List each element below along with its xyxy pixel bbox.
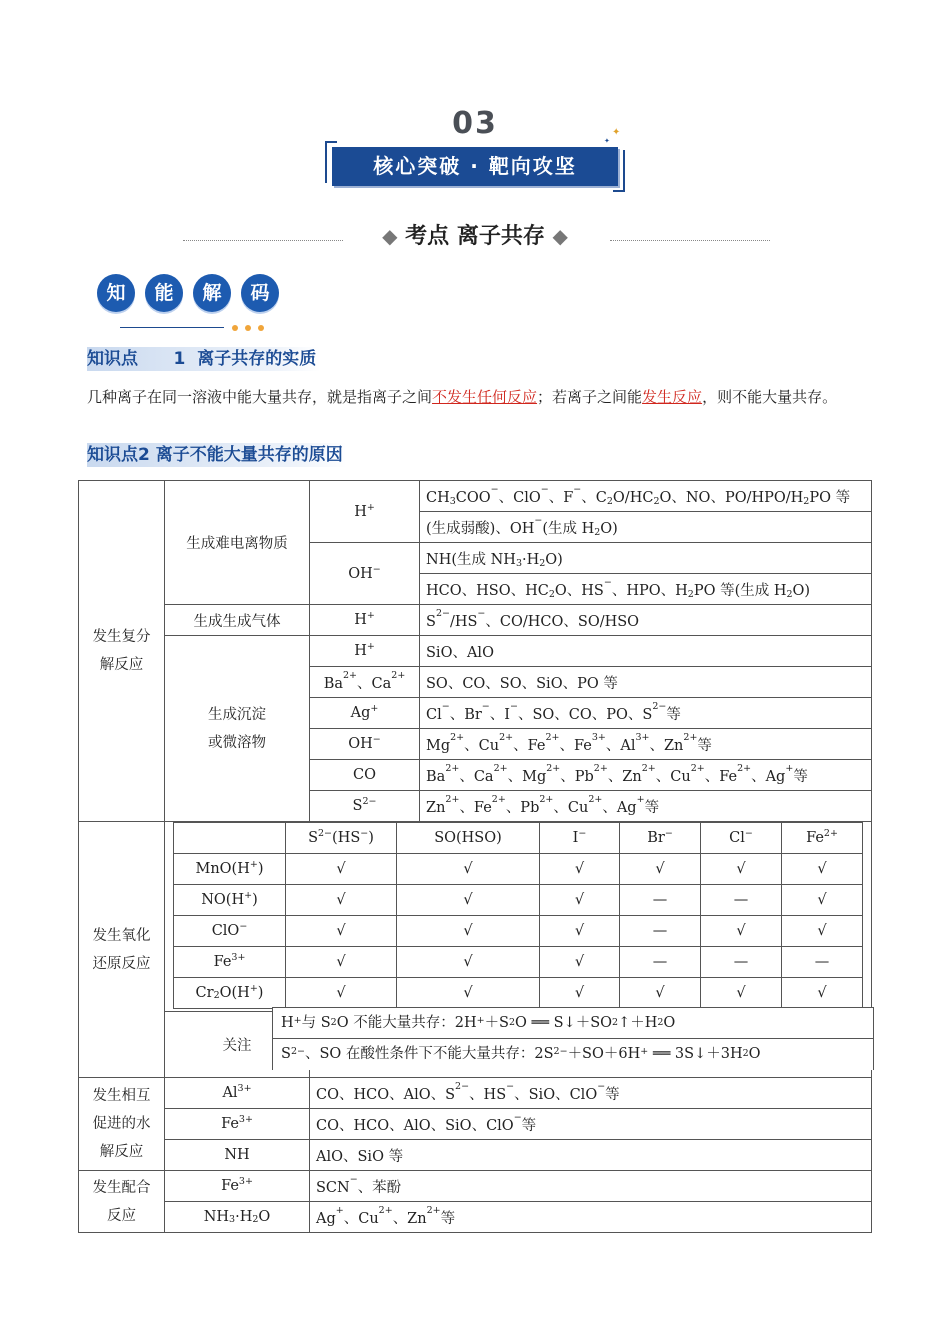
matrix-header: $S^{2-}(HS^-)$ — [286, 823, 397, 854]
ion-list-cell: CH3COO−、ClO−、F−、C2O/HC2O、NO、PO/HPO/H2PO 等 — [420, 481, 872, 512]
redox-matrix: $S^{2-}(HS^-)$ SO(HSO) I− Br− Cl− $Fe^{2+}$ MnO(H+) √ √ √ √ √ √ NO(H+) √ √ √ — — √ ClO− √ √ √ — √ √ $Fe^{3+}$ √ √ √ — — — Cr2O(H+) √ √ √ √ √ √ — [173, 822, 863, 1009]
ion-cell: OH− — [310, 543, 420, 605]
group-label: 发生相互促进的水解反应 — [79, 1078, 165, 1171]
sub-group-label: 生成难电离物质 — [165, 481, 310, 605]
ion-list-cell: $Ba^{2+}$、$Ca^{2+}$、$Mg^{2+}$、$Pb^{2+}$、$Zn^{2+}$、$Cu^{2+}$、$Fe^{2+}$、Ag+等 — [420, 760, 872, 791]
ion-cell: $Ba^{2+}$、$Ca^{2+}$ — [310, 667, 420, 698]
sparkle-icon: ✦ — [612, 127, 621, 138]
ion-list-cell: SiO、AlO — [420, 636, 872, 667]
ion-list-cell: SO、CO、SO、SiO、PO 等 — [420, 667, 872, 698]
ion-cell: $Fe^{3+}$ — [165, 1109, 310, 1140]
section-banner: 核心突破 · 靶向攻坚 — [332, 147, 618, 186]
note-line-2: $S^{2-}$、SO 在酸性条件下不能大量共存：$2S^{2-}+SO+6H^+$ ══ 3S↓＋3H2O — [281, 1046, 761, 1062]
red-underline-text: 不发生任何反应 — [432, 388, 538, 406]
section-heading-1: 知识点 1 离子共存的实质 — [87, 347, 320, 371]
matrix-row-label: Cr2O(H+) — [174, 978, 286, 1009]
badge-ma: 码 — [241, 274, 279, 312]
matrix-header: Cl− — [701, 823, 782, 854]
ion-cell: NH — [165, 1140, 310, 1171]
ion-cell: H+ — [310, 481, 420, 543]
dot-icon — [232, 325, 238, 331]
matrix-header: SO(HSO) — [397, 823, 540, 854]
ion-list-cell: Cl−、Br−、I−、SO、CO、PO、$S^{2-}$等 — [420, 698, 872, 729]
ion-list-cell: $S^{2-}/HS^-$、CO/HCO、SO/HSO — [420, 605, 872, 636]
section-1-text: 几种离子在同一溶液中能大量共存，就是指离子之间不发生任何反应；若离子之间能发生反应，则不能大量共存。 — [87, 388, 838, 406]
ion-list-cell: NH(生成 NH3·H2O) — [420, 543, 872, 574]
ion-cell: $Al^{3+}$ — [165, 1078, 310, 1109]
ion-list-cell: (生成弱酸)、OH−(生成 H2O) — [420, 512, 872, 543]
matrix-header: I− — [540, 823, 620, 854]
red-underline-text: 发生反应 — [642, 388, 703, 406]
dot-icon — [245, 325, 251, 331]
badge-jie: 解 — [193, 274, 231, 312]
ion-coexistence-table — [78, 480, 872, 1233]
topic-text: 考点 离子共存 — [405, 224, 545, 249]
note-label: 关注 — [165, 1012, 310, 1078]
matrix-header: Br− — [620, 823, 701, 854]
matrix-row-label: ClO− — [174, 916, 286, 947]
topic-title — [0, 219, 950, 250]
badge-neng: 能 — [145, 274, 183, 312]
ion-list-cell: Ag+、$Cu^{2+}$、$Zn^{2+}$等 — [310, 1202, 872, 1233]
diamond-icon: ◆ — [382, 224, 398, 248]
ion-cell: $Fe^{3+}$ — [165, 1171, 310, 1202]
sub-group-label: 生成生成气体 — [165, 605, 310, 636]
matrix-row-label: NO(H+) — [174, 885, 286, 916]
matrix-header: $Fe^{2+}$ — [782, 823, 863, 854]
group-label: 发生复分解反应 — [79, 481, 165, 822]
badge-underline — [120, 327, 224, 328]
sparkle-icon: ✦ — [604, 137, 610, 145]
note-line-1: H+与 S2O 不能大量共存：2H+＋S2O ══ S↓＋SO2↑＋H2O — [273, 1008, 873, 1039]
ion-list-cell: $Zn^{2+}$、$Fe^{2+}$、$Pb^{2+}$、$Cu^{2+}$、Ag+等 — [420, 791, 872, 822]
ion-list-cell: CO、HCO、AlO、SiO、ClO−等 — [310, 1109, 872, 1140]
section-heading-2: 知识点2 离子不能大量共存的原因 — [87, 443, 347, 467]
note-box — [272, 1007, 874, 1070]
ion-cell: $S^{2-}$ — [310, 791, 420, 822]
ion-list-cell: $Mg^{2+}$、$Cu^{2+}$、$Fe^{2+}$、$Fe^{3+}$、$Al^{3+}$、$Zn^{2+}$等 — [420, 729, 872, 760]
ion-list-cell: SCN−、苯酚 — [310, 1171, 872, 1202]
ion-list-cell: AlO、SiO 等 — [310, 1140, 872, 1171]
ion-cell: Ag+ — [310, 698, 420, 729]
ion-cell: OH− — [310, 729, 420, 760]
ion-cell: H+ — [310, 636, 420, 667]
section-number: 03 — [452, 106, 498, 141]
matrix-corner — [174, 823, 286, 854]
group-label: 发生氧化还原反应 — [79, 822, 165, 1078]
ion-cell: CO — [310, 760, 420, 791]
group-label: 发生配合反应 — [79, 1171, 165, 1233]
ion-cell: H+ — [310, 605, 420, 636]
diamond-icon: ◆ — [552, 224, 568, 248]
badge-zhi: 知 — [97, 274, 135, 312]
matrix-row-label: $Fe^{3+}$ — [174, 947, 286, 978]
ion-cell: NH3·H2O — [165, 1202, 310, 1233]
sub-group-label: 生成沉淀 或微溶物 — [165, 636, 310, 822]
dot-icon — [258, 325, 264, 331]
redox-matrix-cell — [165, 822, 872, 1012]
ion-list-cell: HCO、HSO、HC2O、HS−、HPO、H2PO 等(生成 H2O) — [420, 574, 872, 605]
matrix-row-label: MnO(H+) — [174, 854, 286, 885]
ion-list-cell: CO、HCO、AlO、$S^{2-}$、HS−、SiO、ClO−等 — [310, 1078, 872, 1109]
